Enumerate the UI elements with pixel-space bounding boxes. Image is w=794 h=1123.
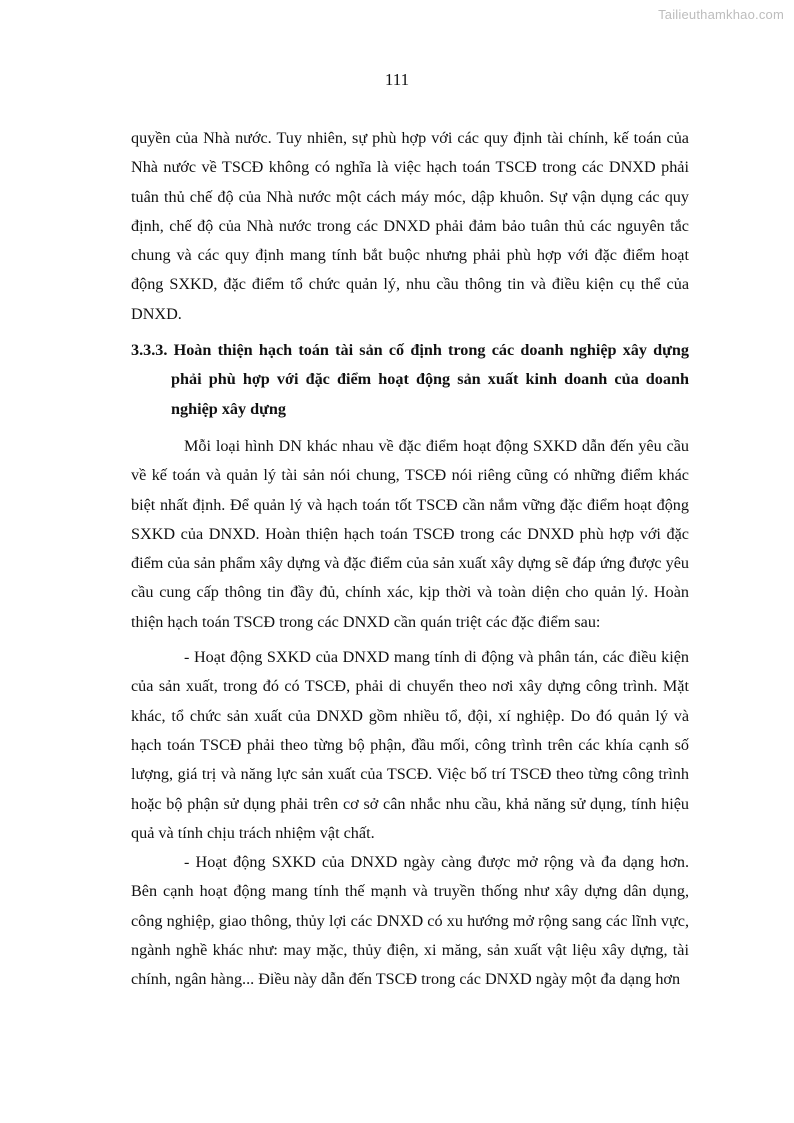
paragraph-bullet-mobility: - Hoạt động SXKD của DNXD mang tính di động và phân tán, các điều kiện của sản xuất, trong đó có TSCĐ, phải di chuyển theo nơi xây dựng công trình. Mặt khác, tổ chức sản xuất của DNXD gồm nhiều tổ, đội, xí nghiệp. Do đó quản lý và hạch toán TSCĐ phải theo từng bộ phận, đầu mối, công trình trên các khía cạnh số lượng, giá trị và năng lực sản xuất của TSCĐ. Việc bố trí TSCĐ theo từng công trình hoặc bộ phận sử dụng phải trên cơ sở cân nhắc nhu cầu, khả năng sử dụng, tính hiệu quả và tính chịu trách nhiệm vật chất. (131, 648, 689, 842)
paragraph-continuation: quyền của Nhà nước. Tuy nhiên, sự phù hợp với các quy định tài chính, kế toán của Nhà nước về TSCĐ không có nghĩa là việc hạch toán TSCĐ trong các DNXD phải tuân thủ chế độ của Nhà nước một cách máy móc, dập khuôn. Sự vận dụng các quy định, chế độ của Nhà nước trong các DNXD phải đảm bảo tuân thủ các nguyên tắc chung và các quy định mang tính bắt buộc nhưng phải phù hợp với đặc điểm hoạt động SXKD, đặc điểm tổ chức quản lý, nhu cầu thông tin và điều kiện cụ thể của DNXD. (131, 129, 689, 323)
paragraph-intro: Mỗi loại hình DN khác nhau về đặc điểm hoạt động SXKD dẫn đến yêu cầu về kế toán và quản lý tài sản nói chung, TSCĐ nói riêng cũng có những điểm khác biệt nhất định. Để quản lý và hạch toán tốt TSCĐ cần nắm vững đặc điểm hoạt động SXKD của DNXD. Hoàn thiện hạch toán TSCĐ trong các DNXD phù hợp với đặc điểm của sản phẩm xây dựng và đặc điểm của sản xuất xây dựng sẽ đáp ứng được yêu cầu cung cấp thông tin đầy đủ, chính xác, kịp thời và toàn diện cho quản lý. Hoàn thiện hạch toán TSCĐ trong các DNXD cần quán triệt các đặc điểm sau: (131, 436, 689, 631)
page-body (131, 124, 689, 995)
page-number: 111 (384, 70, 410, 89)
paragraph-bullet-diversification: - Hoạt động SXKD của DNXD ngày càng được mở rộng và đa dạng hơn. Bên cạnh hoạt động mang tính thế mạnh và truyền thống như xây dựng dân dụng, công nghiệp, giao thông, thủy lợi các DNXD có xu hướng mở rộng sang các lĩnh vực, ngành nghề khác như: may mặc, thủy điện, xi măng, sản xuất vật liệu xây dựng, tài chính, ngân hàng... Điều này dẫn đến TSCĐ trong các DNXD ngày một đa dạng hơn (131, 853, 689, 989)
watermark: Tailieuthamkhao.com (658, 7, 784, 22)
section-heading: 3.3.3. Hoàn thiện hạch toán tài sản cố định trong các doanh nghiệp xây dựng phải phù hợp với đặc điểm hoạt động sản xuất kinh doanh của doanh nghiệp xây dựng (131, 341, 689, 418)
